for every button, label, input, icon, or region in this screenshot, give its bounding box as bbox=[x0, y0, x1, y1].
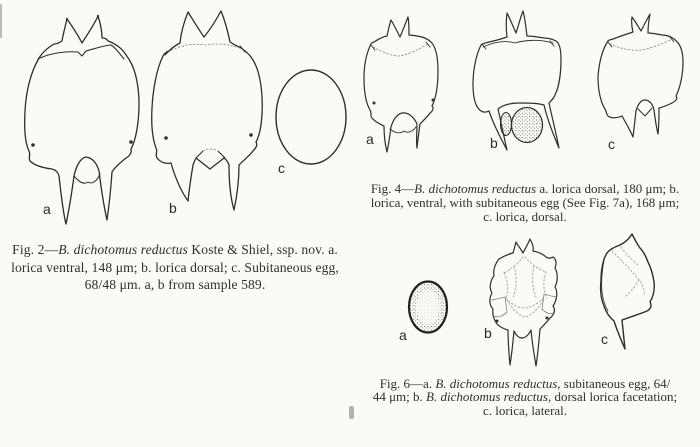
fig2-caption-seg: lorica ventral, 148 μm; b. lorica dorsal; c. Subitaneous egg, bbox=[11, 259, 339, 275]
fig6-caption-line2 bbox=[351, 390, 699, 403]
fig2-caption-seg: 68/48 μm. a, b from sample 589. bbox=[84, 277, 266, 293]
fig2-species-name: B. dichotomus reductus bbox=[58, 242, 188, 257]
fig4-caption bbox=[351, 182, 699, 225]
fig4-caption-seg: a. lorica dorsal, 180 μm; b. bbox=[536, 181, 680, 196]
fig4-drawing-c-lorica-dorsal bbox=[598, 14, 683, 137]
fig4-label-a: a bbox=[366, 131, 374, 147]
fig2-caption-line1 bbox=[2, 241, 348, 259]
fig2-caption-line3 bbox=[2, 276, 348, 294]
fig6-drawing-b-dorsal-lorica-facetation bbox=[490, 239, 557, 366]
fig4-caption-seg: lorica, ventral, with subitaneous egg (See Fig. 7a), 168 μm; bbox=[370, 195, 680, 211]
fig4-drawing-a-lorica-dorsal bbox=[364, 17, 438, 152]
fig6-species-name: B. dichotomus reductus bbox=[426, 389, 548, 405]
fig6-caption-seg: 44 μm; b. bbox=[372, 389, 427, 405]
fig6-caption-seg: , subitaneous egg, 64/ bbox=[557, 376, 671, 391]
fig2-label-b: b bbox=[169, 200, 177, 216]
fig2-drawing-b-lorica-dorsal bbox=[152, 11, 263, 210]
fig2-caption-seg: Koste & Shiel, ssp. nov. a. bbox=[187, 242, 338, 257]
fig4-caption-line3 bbox=[351, 210, 699, 224]
fig6-label-c: c bbox=[601, 331, 608, 347]
fig6-caption bbox=[351, 377, 699, 417]
fig6-label-b: b bbox=[484, 325, 492, 341]
fig4-caption-line2 bbox=[351, 196, 699, 210]
fig4-caption-seg: c. lorica, dorsal. bbox=[483, 209, 567, 225]
fig4-caption-line1 bbox=[351, 182, 699, 196]
fig4-caption-seg: Fig. 4— bbox=[370, 181, 415, 196]
fig2-label-c: c bbox=[278, 160, 285, 176]
fig6-caption-seg: Fig. 6—a. bbox=[379, 376, 436, 391]
fig4-species-name: B. dichotomus reductus bbox=[414, 181, 537, 196]
fig2-caption bbox=[2, 241, 348, 294]
fig6-caption-seg: c. lorica, lateral. bbox=[482, 402, 568, 418]
fig6-caption-line3 bbox=[351, 404, 699, 417]
fig2-drawing-c-subitaneous-egg bbox=[276, 70, 346, 164]
fig2-caption-seg: Fig. 2— bbox=[12, 242, 59, 257]
fig2-label-a: a bbox=[43, 201, 51, 217]
fig2-caption-line2 bbox=[2, 259, 348, 277]
fig6-caption-seg: , dorsal lorica facetation; bbox=[547, 389, 678, 405]
fig6-drawing-a-subitaneous-egg bbox=[409, 282, 447, 333]
fig2-drawing-a-lorica-ventral bbox=[25, 15, 139, 224]
fig4-drawing-b-lorica-ventral-with-egg bbox=[473, 11, 561, 150]
fig4-label-b: b bbox=[490, 135, 498, 151]
fig6-species-name: B. dichotomus reductus bbox=[435, 376, 558, 391]
fig4-label-c: c bbox=[608, 136, 615, 152]
fig6-caption-line1 bbox=[351, 377, 699, 390]
fig6-drawing-c-lorica-lateral bbox=[601, 234, 655, 349]
fig6-label-a: a bbox=[399, 327, 407, 343]
